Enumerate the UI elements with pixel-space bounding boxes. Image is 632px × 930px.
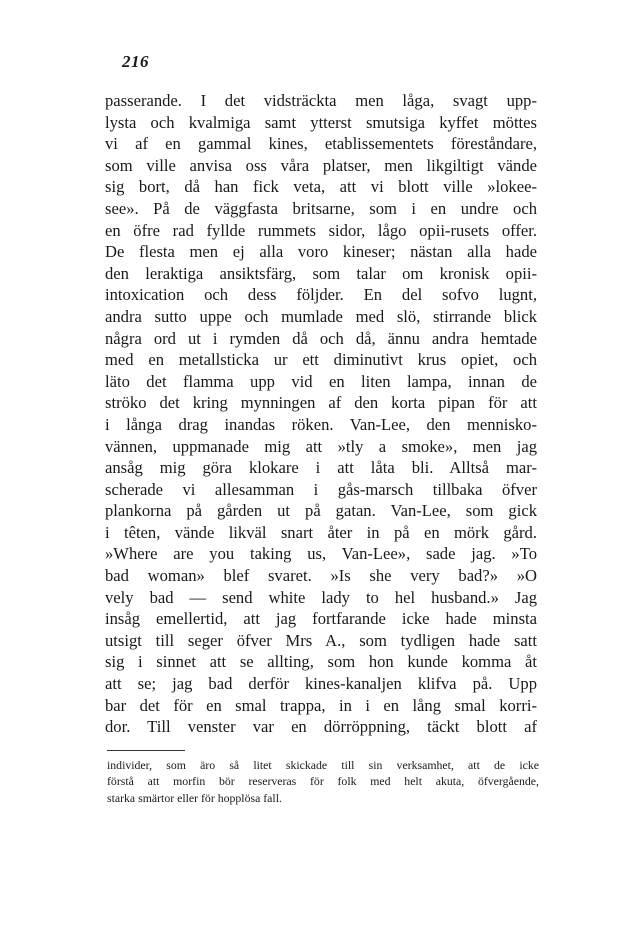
text-line: läto det flamma upp vid en liten lampa, innan de [105, 371, 537, 391]
text-line: vännen, uppmanade mig att »tly a smoke», men jag [105, 436, 537, 456]
text-line: plankorna på gården ut på gatan. Van-Lee, som gick [105, 501, 537, 521]
footnote-divider [107, 750, 185, 751]
text-line: att se; jag bad derför kines-kanaljen klifva på. Upp [105, 674, 537, 694]
text-line: lysta och kvalmiga samt ytterst smutsiga kyffet möttes [105, 112, 537, 132]
footnote-line: starka smärtor eller för hopplösa fall. [107, 790, 282, 805]
text-line: vi af en gammal kines, etablissementets föreståndare, [105, 134, 537, 154]
text-line: see». På de väggfasta britsarne, som i en undre och [105, 198, 537, 218]
body-text [105, 90, 537, 738]
text-line: den leraktiga ansiktsfärg, som talar om kronisk opii- [105, 263, 537, 283]
text-line: scherade vi allesamman i gås-marsch tillbaka öfver [105, 479, 537, 499]
text-line: ströko det kring mynningen af den korta pipan för att [105, 393, 537, 413]
text-line: med en metallsticka ur ett diminutivt krus opiet, och [105, 350, 537, 370]
footnote-line: förstå att morfin bör reserveras för folk med helt akuta, öfvergående, [107, 774, 539, 789]
footnote-line: individer, som äro så litet skickade till sin verksamhet, att de icke [107, 758, 539, 772]
text-line: intoxication och dess följder. En del sofvo lugnt, [105, 285, 537, 305]
text-line: insåg emellertid, att jag fortfarande icke hade minsta [105, 609, 537, 629]
text-line: vely bad — send white lady to hel husband.» Jag [105, 587, 537, 607]
text-line: sig bort, då han fick veta, att vi blott ville »lokee- [105, 177, 537, 197]
text-line: utsigt till seger öfver Mrs A., som tydligen hade satt [105, 630, 537, 650]
text-line: i långa drag inandas röken. Van-Lee, den mennisko- [105, 414, 537, 434]
text-line: dor. Till venster var en dörröppning, täckt blott af [105, 717, 537, 737]
text-line: bar det för en smal trappa, in i en lång smal korri- [105, 695, 537, 715]
text-line: De flesta men ej alla voro kineser; nästan alla hade [105, 242, 537, 262]
text-line: i têten, vände likväl snart åter in på en mörk gård. [105, 522, 537, 542]
text-line: sig i sinnet att se allting, som hon kunde komma åt [105, 652, 537, 672]
text-line: en öfre rad fyllde rummets sidor, lågo opii-rusets offer. [105, 220, 537, 240]
text-line: andra sutto uppe och mumlade med slö, stirrande blick [105, 306, 537, 326]
footnote [107, 757, 539, 806]
text-line: bad woman» blef svaret. »Is she very bad?» »O [105, 566, 537, 586]
text-line: ansåg mig göra klokare i att låta bli. Alltså mar- [105, 458, 537, 478]
text-line: några ord ut i rymden då och då, ännu andra hemtade [105, 328, 537, 348]
text-line: »Where are you taking us, Van-Lee», sade jag. »To [105, 544, 537, 564]
page-number: 216 [122, 52, 149, 71]
text-line: passerande. I det vidsträckta men låga, svagt upp- [105, 91, 537, 110]
text-line: som ville anvisa oss våra platser, men likgiltigt vände [105, 155, 537, 175]
